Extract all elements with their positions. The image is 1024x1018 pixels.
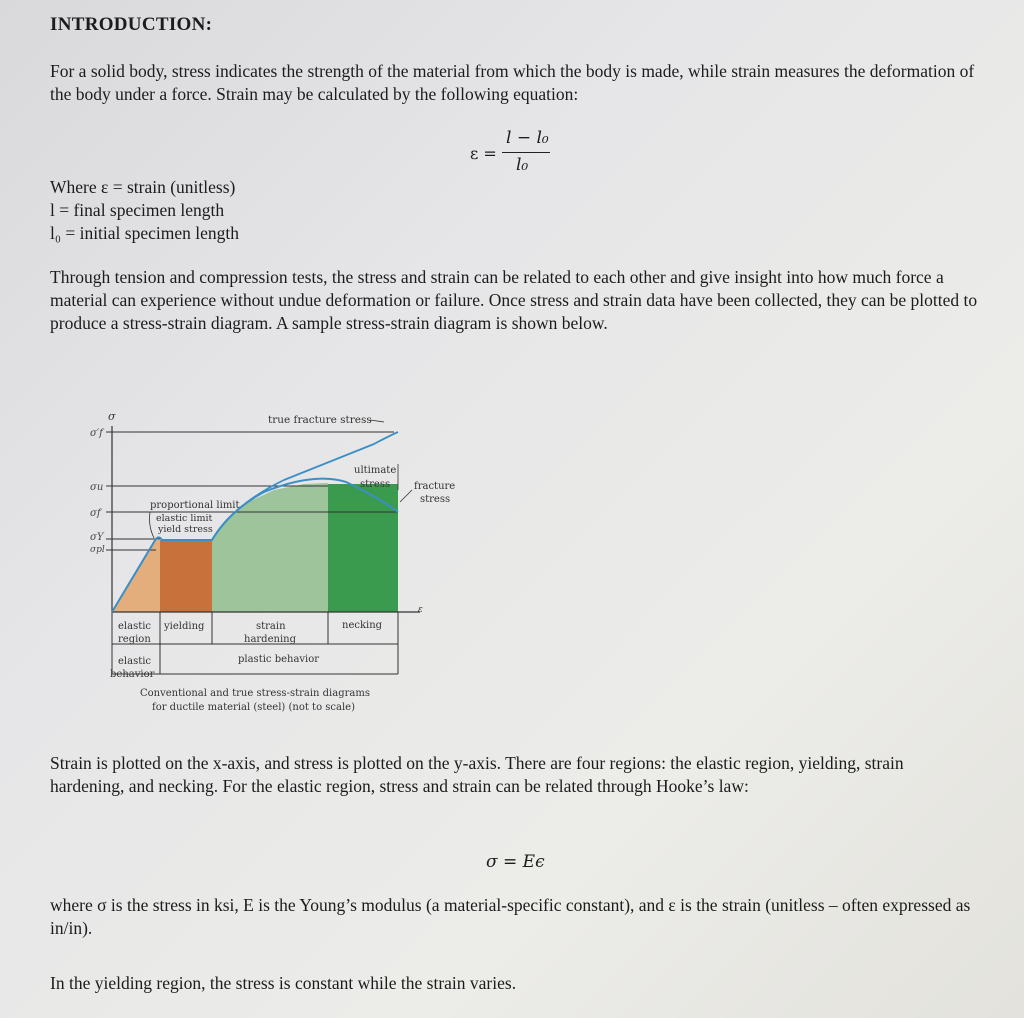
y-label-true-fracture: σ′f bbox=[90, 428, 103, 439]
region-elastic-behavior-line2: behavior bbox=[110, 669, 155, 680]
region-strain-line1: strain bbox=[256, 621, 286, 632]
equation-numerator: l − l₀ bbox=[506, 128, 549, 148]
ultimate-label-line1: ultimate bbox=[354, 465, 397, 476]
true-fracture-leader bbox=[370, 420, 384, 422]
fracture-label-line1: fracture bbox=[414, 481, 456, 492]
yielding-paragraph: In the yielding region, the stress is constant while the strain varies. bbox=[50, 973, 517, 993]
region-yielding: yielding bbox=[164, 621, 205, 632]
definition-final-length: l = final specimen length bbox=[50, 200, 225, 220]
yield-stress-label: yield stress bbox=[158, 524, 213, 535]
y-label-yield: σY bbox=[90, 532, 104, 543]
y-label-fracture: σf bbox=[90, 508, 101, 519]
tests-paragraph: Through tension and compression tests, the stress and strain can be related to each other and give insight into how much force a material can experience without undue deformation or failure. Once stress and strain data have been collected, they can be plotted to produce a stress-strain diagram. A sample stress-strain diagram is shown below. bbox=[50, 267, 978, 333]
region-plastic-behavior: plastic behavior bbox=[238, 654, 320, 665]
strain-paragraph: Strain is plotted on the x-axis, and stress is plotted on the y-axis. There are four regions: the elastic region, yielding, strain hardening, and necking. For the elastic region, stress and strain can be related through Hooke’s law: bbox=[50, 753, 904, 796]
caption-line1: Conventional and true stress-strain diagrams bbox=[140, 688, 370, 699]
ultimate-label-line2: stress bbox=[360, 479, 391, 490]
equation-denominator: l₀ bbox=[516, 155, 529, 175]
intro-paragraph: For a solid body, stress indicates the strength of the material from which the body is made, while strain measures the deformation of the body under a force. Strain may be calculated by the following equation: bbox=[50, 61, 975, 104]
proportional-limit-label: proportional limit bbox=[150, 500, 240, 511]
necking-region-fill bbox=[328, 484, 398, 612]
fraction-bar bbox=[502, 152, 550, 153]
equation-lhs: ε = bbox=[470, 144, 497, 163]
strain-equation bbox=[470, 128, 560, 178]
annotation-bracket bbox=[150, 512, 155, 538]
region-necking: necking bbox=[342, 620, 383, 631]
definition-initial-length: l₀ = initial specimen length bbox=[50, 223, 239, 243]
fracture-label-line2: stress bbox=[420, 494, 451, 505]
true-fracture-label: true fracture stress bbox=[268, 414, 372, 426]
yielding-region-fill bbox=[160, 540, 212, 612]
hookes-law-equation: σ = Eϵ bbox=[486, 852, 545, 872]
region-elastic-line1: elastic bbox=[118, 621, 152, 632]
x-axis-symbol: ε bbox=[418, 605, 423, 615]
region-elastic-behavior-line1: elastic bbox=[118, 656, 152, 667]
definitions-list bbox=[50, 176, 239, 245]
fracture-leader bbox=[400, 490, 412, 502]
section-heading: INTRODUCTION: bbox=[50, 14, 213, 35]
elastic-limit-label: elastic limit bbox=[156, 513, 213, 524]
region-strain-line2: hardening bbox=[244, 634, 296, 645]
y-axis-symbol: σ bbox=[108, 410, 116, 423]
caption-line2: for ductile material (steel) (not to scale) bbox=[152, 702, 355, 713]
definition-strain: Where ε = strain (unitless) bbox=[50, 177, 236, 197]
stress-strain-diagram bbox=[84, 406, 484, 726]
y-label-proportional: σpl bbox=[90, 545, 105, 555]
y-label-ultimate: σu bbox=[90, 482, 104, 493]
region-elastic-line2: region bbox=[118, 634, 151, 645]
hooke-definitions-paragraph: where σ is the stress in ksi, E is the Young’s modulus (a material-specific constant), and ε is the strain (unitless – often expressed as in/in). bbox=[50, 895, 971, 938]
